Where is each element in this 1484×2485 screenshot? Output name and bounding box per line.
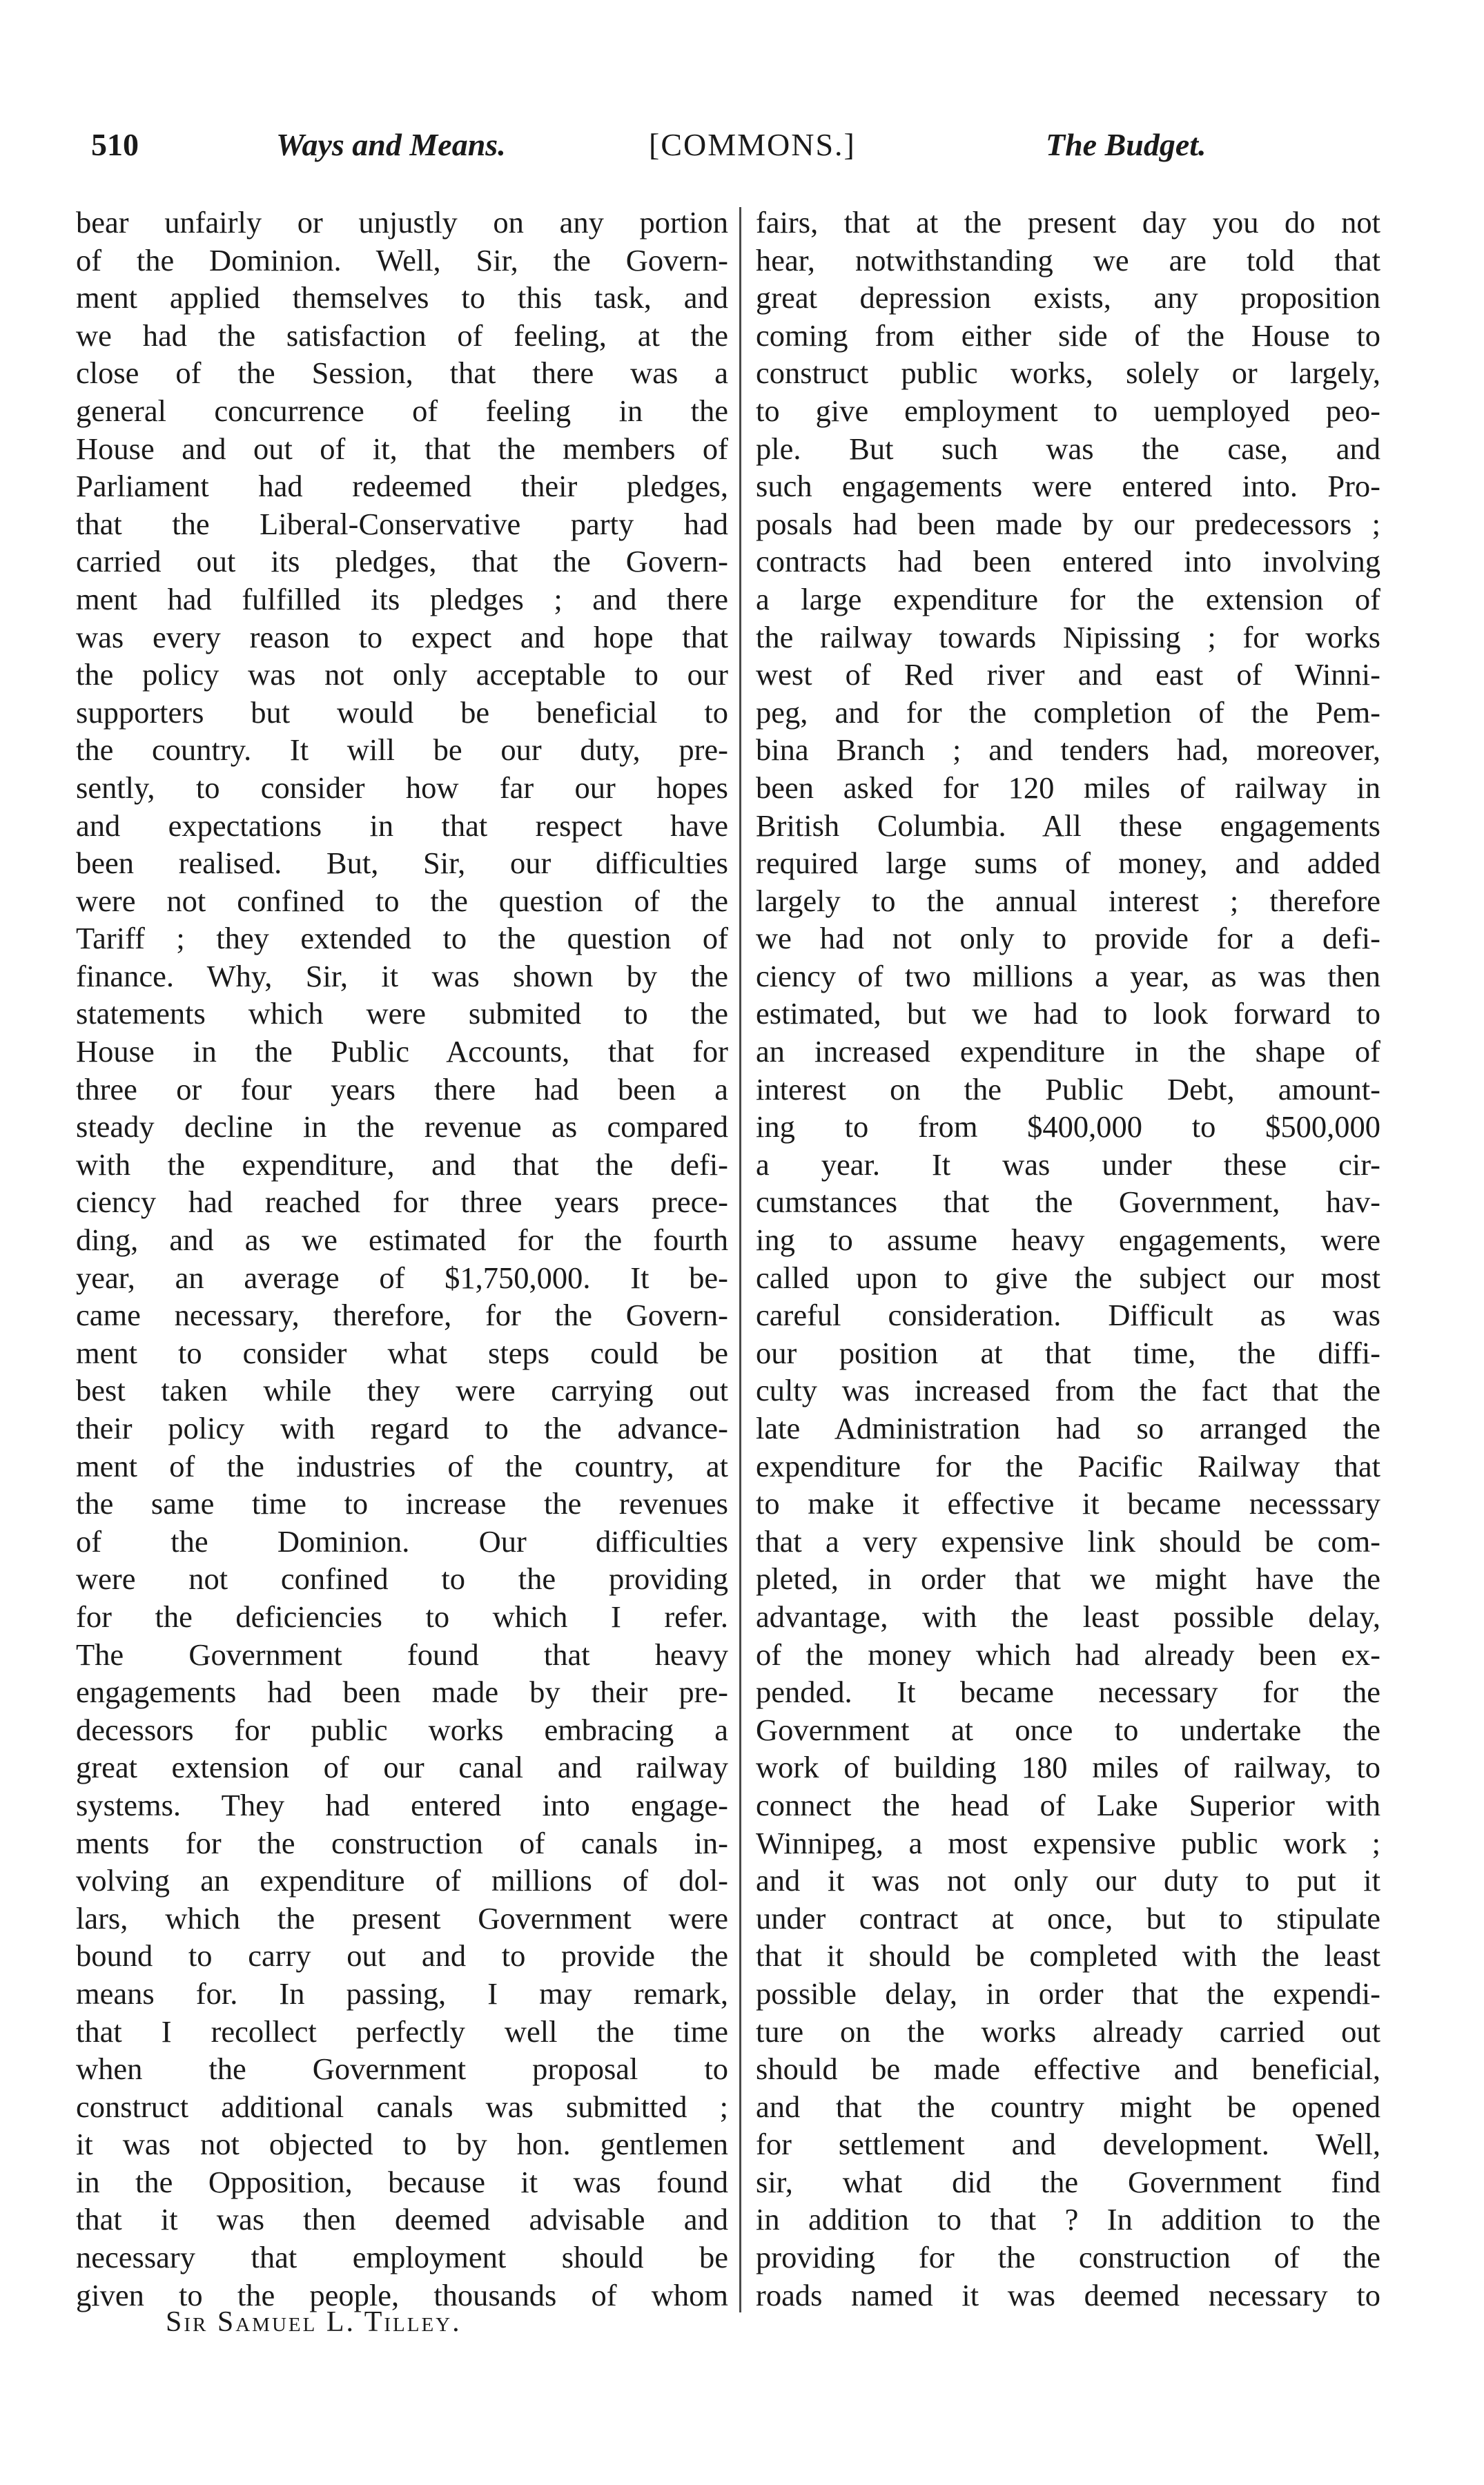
right-column	[756, 204, 1380, 2312]
text-line: estimated, but we had to look forward to	[756, 996, 1380, 1031]
text-line: been realised. But, Sir, our difficulties	[76, 846, 728, 881]
text-line: bear unfairly or unjustly on any portion	[76, 205, 728, 240]
text-line: year, an average of $1,750,000. It be-	[76, 1260, 728, 1295]
text-line: to give employment to uemployed peo-	[756, 393, 1380, 428]
text-line: best taken while they were carrying out	[76, 1373, 728, 1408]
text-line: that a very expensive link should be com-	[756, 1523, 1380, 1559]
text-line: such engagements were entered into. Pro-	[756, 469, 1380, 504]
text-line: hear, notwithstanding we are told that	[756, 242, 1380, 277]
text-line: for settlement and development. Well,	[756, 2127, 1380, 2162]
text-line: we had the satisfaction of feeling, at the	[76, 318, 728, 353]
text-line: pleted, in order that we might have the	[756, 1561, 1380, 1597]
text-line: that the Liberal-Conservative party had	[76, 506, 728, 541]
text-line: steady decline in the revenue as compared	[76, 1109, 728, 1144]
header-chamber: [COMMONS.]	[649, 127, 856, 162]
text-line: posals had been made by our predecessors ;	[756, 506, 1380, 541]
text-line: advantage, with the least possible delay,	[756, 1599, 1380, 1634]
text-line: called upon to give the subject our most	[756, 1260, 1380, 1295]
text-line: ment of the industries of the country, at	[76, 1448, 728, 1483]
text-line: Winnipeg, a most expensive public work ;	[756, 1825, 1380, 1860]
text-line: carried out its pledges, that the Govern-	[76, 544, 728, 579]
text-line: ding, and as we estimated for the fourth	[76, 1222, 728, 1258]
text-line: cumstances that the Government, hav-	[756, 1185, 1380, 1220]
text-line: of the Dominion. Well, Sir, the Govern-	[76, 242, 728, 277]
text-line: pended. It became necessary for the	[756, 1675, 1380, 1710]
text-line: British Columbia. All these engagements	[756, 808, 1380, 843]
text-line: coming from either side of the House to	[756, 318, 1380, 353]
text-line: providing for the construction of the	[756, 2240, 1380, 2275]
text-line: the country. It will be our duty, pre-	[76, 732, 728, 768]
text-line: lars, which the present Government were	[76, 1900, 728, 1936]
text-line: ture on the works already carried out	[756, 2014, 1380, 2049]
text-line: an increased expenditure in the shape of	[756, 1034, 1380, 1069]
text-line: engagements had been made by their pre-	[76, 1675, 728, 1710]
text-line: supporters but would be beneficial to	[76, 694, 728, 730]
text-line: in the Opposition, because it was found	[76, 2164, 728, 2199]
text-line: close of the Session, that there was a	[76, 355, 728, 391]
text-line: the same time to increase the revenues	[76, 1486, 728, 1521]
page-number: 510	[91, 127, 139, 162]
text-line: bina Branch ; and tenders had, moreover,	[756, 732, 1380, 768]
text-line: interest on the Public Debt, amount-	[756, 1071, 1380, 1107]
text-line: fairs, that at the present day you do not	[756, 205, 1380, 240]
text-line: bound to carry out and to provide the	[76, 1938, 728, 1974]
text-line: to make it effective it became necesssary	[756, 1486, 1380, 1521]
text-line: and that the country might be opened	[756, 2089, 1380, 2124]
text-line: connect the head of Lake Superior with	[756, 1787, 1380, 1822]
text-line: peg, and for the completion of the Pem-	[756, 694, 1380, 730]
header-topic: The Budget.	[1046, 127, 1207, 162]
text-line: was every reason to expect and hope that	[76, 619, 728, 654]
text-line: of the Dominion. Our difficulties	[76, 1523, 728, 1559]
text-line: a large expenditure for the extension of	[756, 581, 1380, 616]
speaker-footer: Sir Samuel L. Tilley.	[166, 2306, 462, 2338]
text-line: finance. Why, Sir, it was shown by the	[76, 958, 728, 993]
text-line: when the Government proposal to	[76, 2052, 728, 2087]
text-line: ment applied themselves to this task, and	[76, 280, 728, 315]
text-line: culty was increased from the fact that the	[756, 1373, 1380, 1408]
text-line: their policy with regard to the advance-	[76, 1411, 728, 1445]
text-line: in addition to that ? In addition to the	[756, 2202, 1380, 2237]
text-line: ment had fulfilled its pledges ; and there	[76, 581, 728, 616]
text-line: given to the people, thousands of whom	[76, 2277, 728, 2312]
text-line: contracts had been entered into involving	[756, 544, 1380, 579]
text-line: that I recollect perfectly well the time	[76, 2014, 728, 2049]
text-line: possible delay, in order that the expendi-	[756, 1976, 1380, 2011]
text-line: The Government found that heavy	[76, 1637, 728, 1672]
text-line: expenditure for the Pacific Railway that	[756, 1448, 1380, 1483]
text-line: three or four years there had been a	[76, 1071, 728, 1107]
text-line: ciency of two millions a year, as was then	[756, 958, 1380, 993]
text-line: ments for the construction of canals in-	[76, 1825, 728, 1860]
text-line: required large sums of money, and added	[756, 846, 1380, 881]
text-line: roads named it was deemed necessary to	[756, 2277, 1380, 2312]
text-line: came necessary, therefore, for the Govern-	[76, 1298, 728, 1333]
text-line: the policy was not only acceptable to our	[76, 657, 728, 692]
text-line: that it was then deemed advisable and	[76, 2202, 728, 2237]
text-line: construct additional canals was submitted ;	[76, 2089, 728, 2124]
text-line: of the money which had already been ex-	[756, 1637, 1380, 1672]
text-line: and expectations in that respect have	[76, 808, 728, 843]
text-line: been asked for 120 miles of railway in	[756, 770, 1380, 805]
text-line: ing to assume heavy engagements, were	[756, 1222, 1380, 1258]
text-line: ing to from $400,000 to $500,000	[756, 1109, 1380, 1144]
text-line: were not confined to the providing	[76, 1561, 728, 1597]
text-line: the railway towards Nipissing ; for works	[756, 619, 1380, 654]
text-line: volving an expenditure of millions of dol-	[76, 1863, 728, 1898]
text-line: a year. It was under these cir-	[756, 1147, 1380, 1182]
text-line: construct public works, solely or largely,	[756, 355, 1380, 391]
text-line: Tariff ; they extended to the question of	[76, 921, 728, 956]
text-line: ple. But such was the case, and	[756, 431, 1380, 466]
text-line: great extension of our canal and railway	[76, 1750, 728, 1785]
text-line: sir, what did the Government find	[756, 2164, 1380, 2199]
text-line: statements which were submited to the	[76, 996, 728, 1031]
text-line: it was not objected to by hon. gentlemen	[76, 2127, 728, 2162]
header-section-title: Ways and Means.	[276, 127, 506, 162]
text-line: great depression exists, any proposition	[756, 280, 1380, 315]
text-line: ment to consider what steps could be	[76, 1335, 728, 1370]
text-line: under contract at once, but to stipulate	[756, 1900, 1380, 1936]
text-line: ciency had reached for three years prece-	[76, 1185, 728, 1220]
text-line: Parliament had redeemed their pledges,	[76, 469, 728, 504]
text-line: with the expenditure, and that the defi-	[76, 1147, 728, 1182]
left-column	[76, 204, 728, 2312]
running-header	[76, 124, 1387, 179]
text-line: late Administration had so arranged the	[756, 1411, 1380, 1445]
text-line: sently, to consider how far our hopes	[76, 770, 728, 805]
text-line: largely to the annual interest ; therefore	[756, 883, 1380, 918]
text-line: House in the Public Accounts, that for	[76, 1034, 728, 1069]
text-line: should be made effective and beneficial,	[756, 2052, 1380, 2087]
text-line: work of building 180 miles of railway, to	[756, 1750, 1380, 1785]
text-line: were not confined to the question of the	[76, 883, 728, 918]
text-line: we had not only to provide for a defi-	[756, 921, 1380, 956]
text-line: our position at that time, the diffi-	[756, 1335, 1380, 1370]
text-line: Government at once to undertake the	[756, 1712, 1380, 1747]
text-line: general concurrence of feeling in the	[76, 393, 728, 428]
text-line: that it should be completed with the least	[756, 1938, 1380, 1974]
column-divider	[739, 207, 741, 2312]
text-line: decessors for public works embracing a	[76, 1712, 728, 1747]
text-line: House and out of it, that the members of	[76, 431, 728, 466]
text-line: for the deficiencies to which I refer.	[76, 1599, 728, 1634]
text-line: and it was not only our duty to put it	[756, 1863, 1380, 1898]
text-line: west of Red river and east of Winni-	[756, 657, 1380, 692]
text-line: systems. They had entered into engage-	[76, 1787, 728, 1822]
text-line: careful consideration. Difficult as was	[756, 1298, 1380, 1333]
text-line: necessary that employment should be	[76, 2240, 728, 2275]
text-line: means for. In passing, I may remark,	[76, 1976, 728, 2011]
